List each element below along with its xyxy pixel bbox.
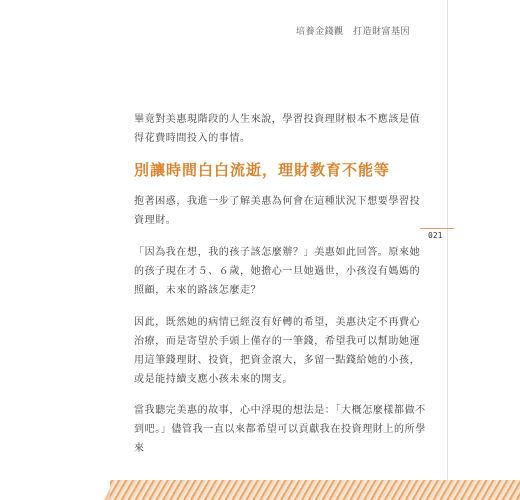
margin-rule	[447, 0, 448, 500]
page-number: 021	[428, 231, 443, 240]
paragraph-5: 當我聽完美惠的故事，心中浮現的想法是：「大概怎麼樣都做不到吧。」儘管我一直以來都希望可以貢獻我在投資理財上的所學來	[134, 405, 426, 454]
paragraph-4: 因此，既然她的病情已經沒有好轉的希望，美惠決定不再費心治療，而是寄望於手頭上僅存的一筆錢，希望我可以幫助她運用這筆錢理財、投資，把資金滾大，多留一點錢給她的小孩，或是能持續支應小孩未來的開支。	[134, 317, 421, 385]
paragraph-2: 抱著困惑，我進一步了解美惠為何會在這種狀況下想要學習投資理財。	[134, 196, 421, 226]
paragraph-3: 「因為我在想，我的孩子該怎麼辦？」美惠如此回答。原來她的孩子現在才５、６歲，她擔心一旦她過世，小孩沒有媽媽的照顧，未來的路該怎麼走？	[134, 247, 421, 296]
running-header: 培養金錢觀 打造財富基因	[295, 27, 410, 37]
paragraph-1: 畢竟對美惠現階段的人生來說，學習投資理財根本不應該是值得花費時間投入的事情。	[134, 114, 421, 144]
section-heading: 別讓時間白白流逝，理財教育不能等	[134, 161, 391, 179]
decorative-stripe-band	[110, 480, 520, 500]
